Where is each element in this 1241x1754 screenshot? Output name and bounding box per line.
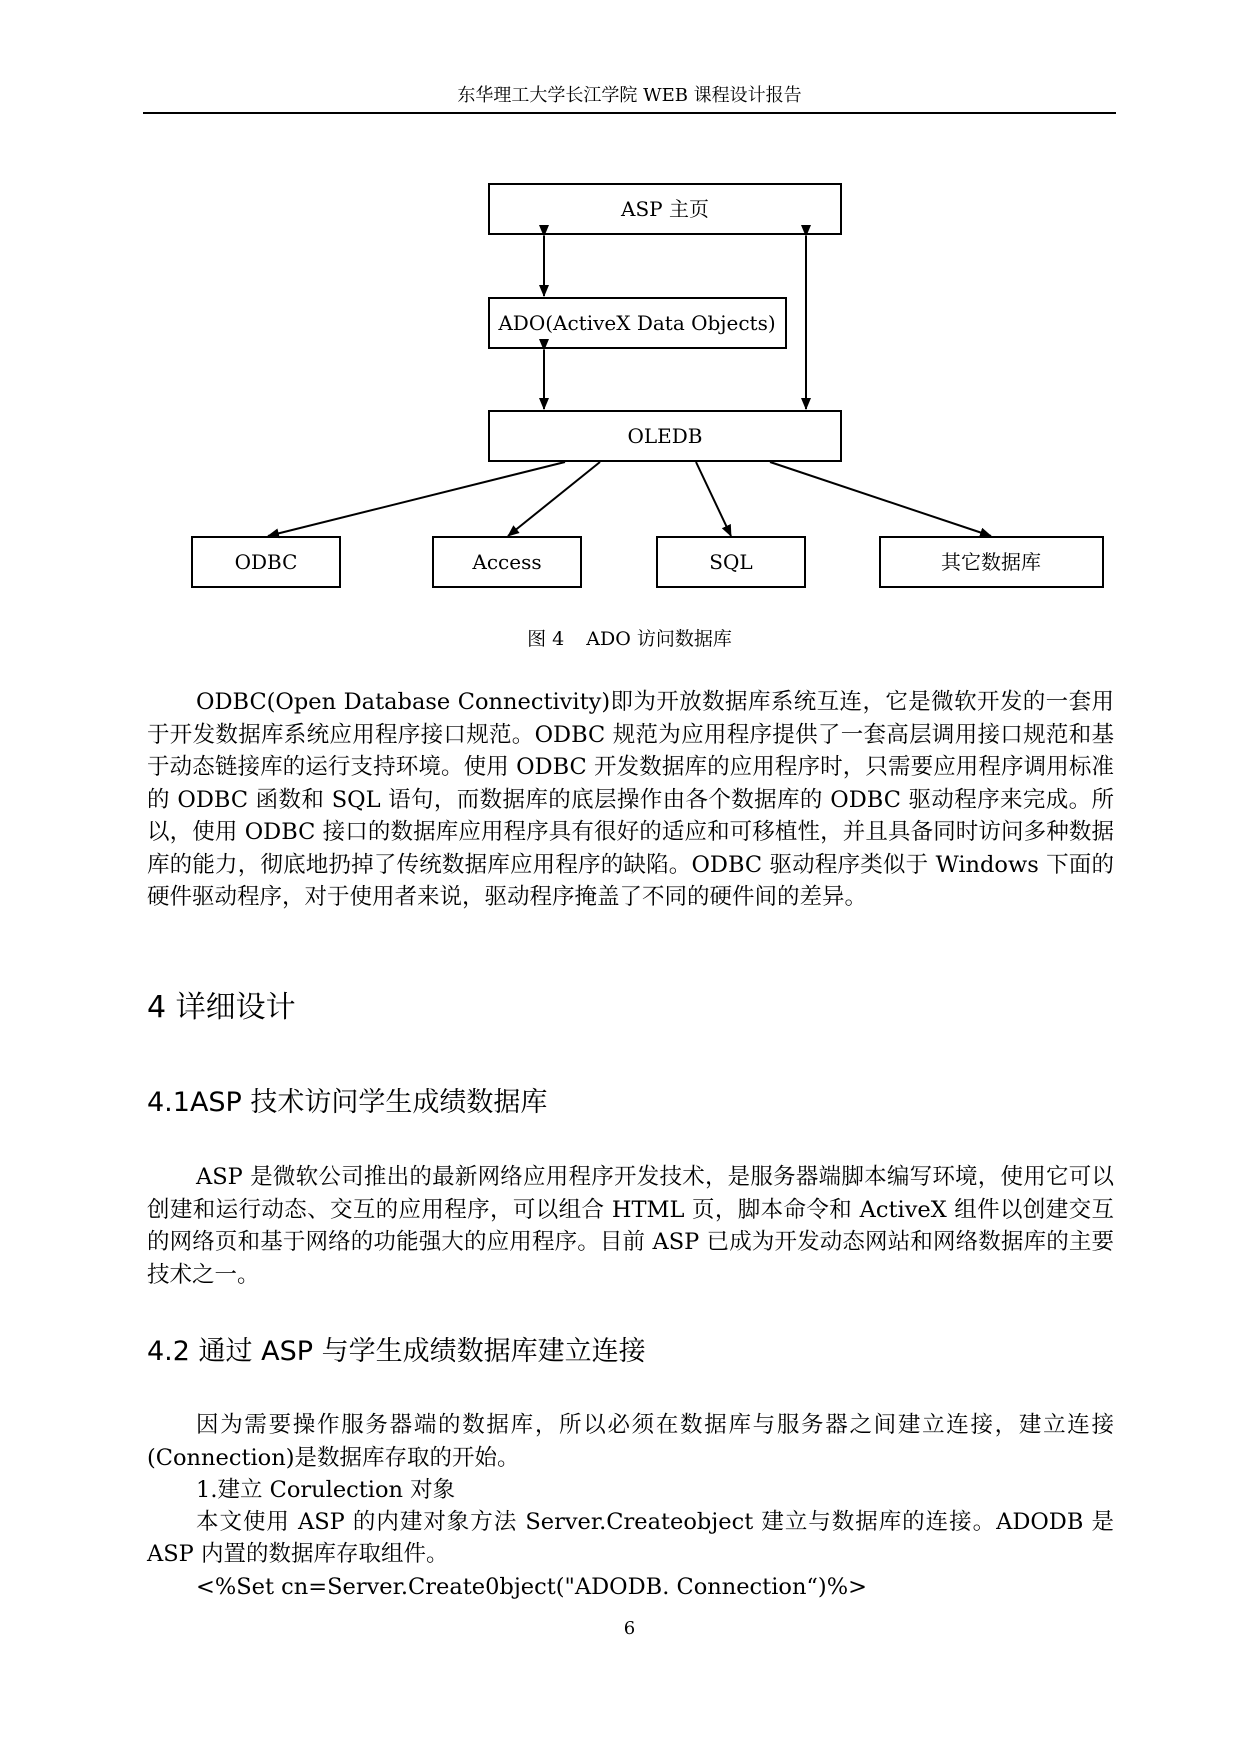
ado-architecture-diagram — [0, 0, 1241, 680]
page-number: 6 — [623, 1618, 636, 1639]
node-other-db — [880, 537, 1103, 587]
node-odbc — [192, 537, 340, 587]
paragraph-asp: ASP 是微软公司推出的最新网络应用程序开发技术，是服务器端脚本编写环境，使用它可以创建和运行动态、交互的应用程序，可以组合 HTML 页，脚本命令和 ActiveX 组件以创建交互的网络页和基于网络的功能强大的应用程序。目前 ASP 已成为开发动态网站和网络数据库的主要技术之一。 — [147, 1164, 1114, 1288]
paragraph-connection: 因为需要操作服务器端的数据库，所以必须在数据库与服务器之间建立连接，建立连接(Connection)是数据库存取的开始。 — [147, 1412, 1114, 1471]
subsection-heading-4-2: 4.2 通过 ASP 与学生成绩数据库建立连接 — [147, 1336, 646, 1367]
page-header: 东华理工大学长江学院 WEB 课程设计报告 — [457, 85, 802, 106]
node-oledb-label: OLEDB — [627, 424, 703, 448]
arrow-oledb-sql — [696, 462, 731, 536]
node-other-db-label: 其它数据库 — [941, 550, 1041, 574]
paragraph-odbc: ODBC(Open Database Connectivity)即为开放数据库系统互连，它是微软开发的一套用于开发数据库系统应用程序接口规范。ODBC 规范为应用程序提供了一套高层调用接口规范和基于动态链接库的运行支持环境。使用 ODBC 开发数据库的应用程序时，只需要应用程序调用标准的 ODBC 函数和 SQL 语句，而数据库的底层操作由各个数据库的 ODBC 驱动程序来完成。所以，使用 ODBC 接口的数据库应用程序具有很好的适应和可移植性，并且具备同时访问多种数据库的能力，彻底地扔掉了传统数据库应用程序的缺陷。ODBC 驱动程序类似于 Windows 下面的硬件驱动程序，对于使用者来说，驱动程序掩盖了不同的硬件间的差异。 — [147, 689, 1114, 910]
arrow-oledb-other — [770, 462, 991, 536]
node-access-label: Access — [472, 550, 542, 574]
code-line: <%Set cn=Server.Create0bject("ADODB. Connection“)%> — [196, 1574, 867, 1600]
figure-number: 图 4 — [527, 628, 565, 650]
section-heading-4: 4 详细设计 — [147, 990, 296, 1025]
node-asp-home-label: ASP 主页 — [621, 197, 709, 221]
figure-caption — [143, 626, 1116, 652]
paragraph-server-createobject: 本文使用 ASP 的内建对象方法 Server.Createobject 建立与数据库的连接。ADODB 是 ASP 内置的数据库存取组件。 — [147, 1509, 1114, 1567]
node-access — [433, 537, 581, 587]
node-asp-home — [489, 184, 841, 234]
figure-caption-text: ADO 访问数据库 — [586, 628, 732, 650]
node-sql — [657, 537, 805, 587]
subsection-heading-4-1: 4.1ASP 技术访问学生成绩数据库 — [147, 1087, 548, 1118]
node-ado — [489, 298, 786, 348]
node-oledb — [489, 411, 841, 461]
node-ado-label: ADO(ActiveX Data Objects) — [498, 311, 776, 335]
node-odbc-label: ODBC — [234, 550, 298, 574]
node-sql-label: SQL — [709, 550, 753, 574]
step-1-text: 1.建立 Corulection 对象 — [196, 1477, 456, 1503]
